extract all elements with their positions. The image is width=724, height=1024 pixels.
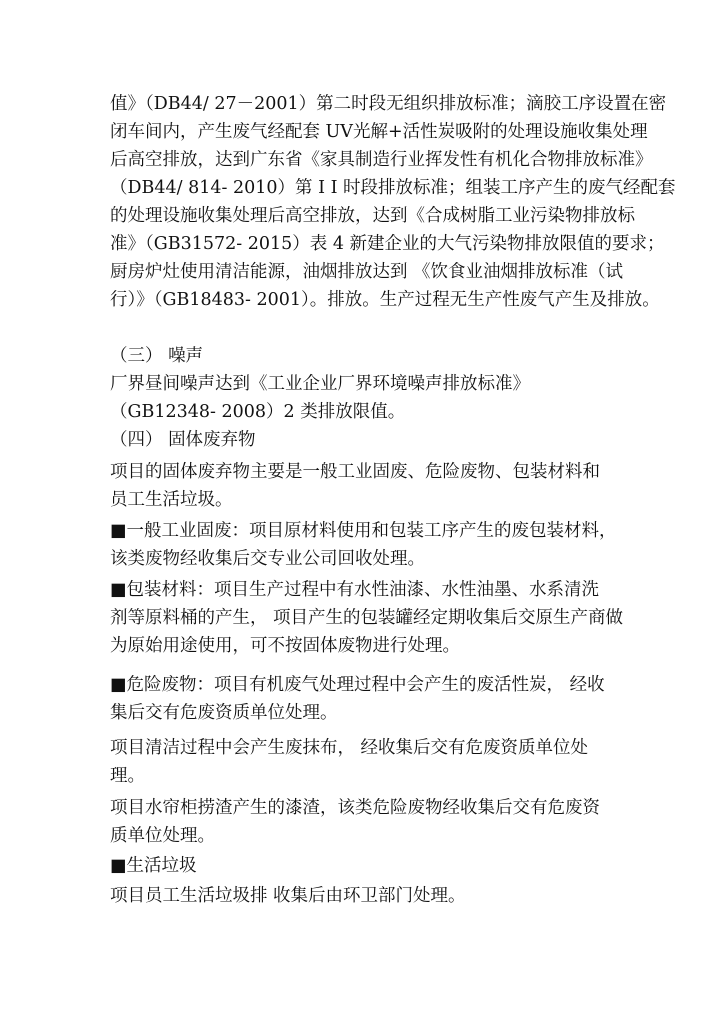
text-line: 闭车间内，产生废气经配套 UV光解+活性炭吸附的处理设施收集处理: [110, 122, 648, 142]
paragraph-general-waste: [110, 517, 620, 573]
text-line: 项目水帘柜捞渣产生的漆渣，该类危险废物经收集后交有危废资: [110, 798, 600, 818]
text-line: 后高空排放，达到广东省《家具制造行业挥发性有机化合物排放标准》: [110, 150, 653, 170]
text-line: 厨房炉灶使用清洁能源，油烟排放达到 《饮食业油烟排放标准（试: [110, 262, 624, 282]
text-line: 准》（GB31572- 2015）表 4 新建企业的大气污染物排放限值的要求；: [110, 234, 665, 254]
paragraph-rags: [110, 734, 620, 790]
heading-text: （四） 固体废弃物: [110, 430, 256, 450]
text-line: 的处理设施收集处理后高空排放，达到《合成树脂工业污染物排放标: [110, 206, 635, 226]
text-line: 项目员工生活垃圾排 收集后由环卫部门处理。: [110, 886, 466, 906]
heading-text: （三） 噪声: [110, 346, 204, 366]
text-line: 行）》（GB18483- 2001）。排放。生产过程无生产性废气产生及排放。: [110, 290, 660, 310]
section-heading-noise: [110, 342, 620, 370]
paragraph-solid-waste-intro: [110, 458, 620, 514]
paragraph-emission-standards: [110, 90, 676, 342]
paragraph-hazardous-waste: [110, 671, 620, 727]
text-line: 理。: [110, 766, 145, 786]
text-line: 项目的固体废弃物主要是一般工业固废、危险废物、包装材料和: [110, 462, 600, 482]
paragraph-packaging: [110, 576, 624, 660]
text-line: （DB44/ 814- 2010）第 I I 时段排放标准；组装工序产生的废气经配套: [110, 178, 676, 198]
section-heading-solid-waste: [110, 426, 620, 454]
text-line: 员工生活垃圾。: [110, 490, 233, 510]
text-line: 质单位处理。: [110, 826, 215, 846]
paragraph-domestic-waste: [110, 882, 620, 910]
text-line: ■危险废物：项目有机废气处理过程中会产生的废活性炭， 经收: [110, 675, 605, 695]
text-line: 该类废物经收集后交专业公司回收处理。: [110, 549, 425, 569]
text-line: ■生活垃圾: [110, 856, 197, 876]
text-line: （GB12348- 2008）2 类排放限值。: [110, 402, 406, 422]
text-line: 集后交有危废资质单位处理。: [110, 703, 338, 723]
text-line: 值》（DB44/ 27－2001）第二时段无组织排放标准；滴胶工序设置在密: [110, 94, 667, 114]
text-line: ■包装材料：项目生产过程中有水性油漆、水性油墨、水系清洗: [110, 580, 600, 600]
text-line: [110, 314, 620, 342]
paragraph-noise: [110, 370, 620, 426]
text-line: 项目清洁过程中会产生废抹布， 经收集后交有危废资质单位处: [110, 738, 589, 758]
text-line: 剂等原料桶的产生， 项目产生的包装罐经定期收集后交原生产商做: [110, 608, 624, 628]
paragraph-paint-residue: [110, 794, 620, 850]
text-line: 为原始用途使用，可不按固体废物进行处理。: [110, 636, 460, 656]
paragraph-domestic-heading: [110, 852, 620, 880]
text-line: ■一般工业固废：项目原材料使用和包装工序产生的废包装材料，: [110, 521, 617, 541]
text-line: 厂界昼间噪声达到《工业企业厂界环境噪声排放标准》: [110, 374, 530, 394]
